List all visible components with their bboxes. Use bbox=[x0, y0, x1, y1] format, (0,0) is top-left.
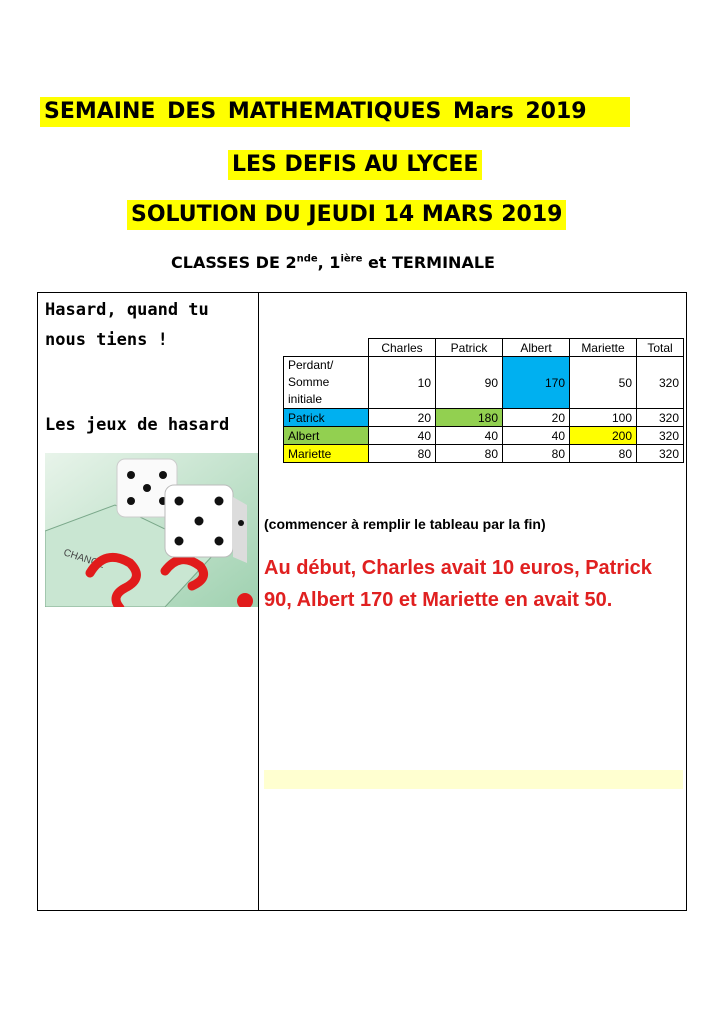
table-cell: 20 bbox=[369, 409, 436, 427]
row-label: Albert bbox=[284, 427, 369, 445]
table-row bbox=[284, 427, 684, 445]
table-header-row bbox=[284, 339, 684, 357]
table-cell: 320 bbox=[637, 409, 684, 427]
table-cell: 50 bbox=[570, 357, 637, 409]
table-cell: 320 bbox=[637, 427, 684, 445]
row-label: Patrick bbox=[284, 409, 369, 427]
table-cell: 80 bbox=[570, 445, 637, 463]
table-cell: 10 bbox=[369, 357, 436, 409]
row-label: Perdant/ Somme initiale bbox=[284, 357, 369, 409]
classes-line: CLASSES DE 2nde, $1^{ière}$ et TERMINALE bbox=[171, 253, 495, 272]
table-cell: 170 bbox=[503, 357, 570, 409]
col-header: Patrick bbox=[436, 339, 503, 357]
table-cell: 80 bbox=[436, 445, 503, 463]
table-cell: 180 bbox=[436, 409, 503, 427]
table-cell: 40 bbox=[503, 427, 570, 445]
heading-challenges: LES DEFIS AU LYCEE bbox=[228, 150, 482, 180]
table-cell: 200 bbox=[570, 427, 637, 445]
table-cell: 20 bbox=[503, 409, 570, 427]
table-cell: 40 bbox=[436, 427, 503, 445]
heading-week: SEMAINE DES MATHEMATIQUES Mars 2019 bbox=[40, 97, 630, 127]
table-cell: 320 bbox=[637, 357, 684, 409]
table-cell: 90 bbox=[436, 357, 503, 409]
dice-image bbox=[45, 453, 258, 607]
table-row bbox=[284, 357, 684, 409]
heading-solution: SOLUTION DU JEUDI 14 MARS 2019 bbox=[127, 200, 566, 230]
highlight-bar bbox=[264, 770, 683, 789]
row-label: Mariette bbox=[284, 445, 369, 463]
column-divider bbox=[258, 292, 259, 911]
board-text: CHANCE bbox=[62, 547, 106, 571]
table-cell: 40 bbox=[369, 427, 436, 445]
table-row bbox=[284, 409, 684, 427]
table-cell: 100 bbox=[570, 409, 637, 427]
left-subtitle: Les jeux de hasard bbox=[45, 415, 230, 435]
col-header: Total bbox=[637, 339, 684, 357]
col-header: Charles bbox=[369, 339, 436, 357]
table-row bbox=[284, 445, 684, 463]
table-cell: 80 bbox=[503, 445, 570, 463]
table-cell: 320 bbox=[637, 445, 684, 463]
left-title: Hasard, quand tu nous tiens ! bbox=[45, 300, 209, 350]
solution-table bbox=[283, 338, 684, 463]
answer-text: Au début, Charles avait 10 euros, Patrick 90, Albert 170 et Mariette en avait 50. bbox=[264, 557, 652, 611]
table-cell: 80 bbox=[369, 445, 436, 463]
col-header: Mariette bbox=[570, 339, 637, 357]
col-header: Albert bbox=[503, 339, 570, 357]
instruction-note: (commencer à remplir le tableau par la fin) bbox=[264, 516, 546, 532]
